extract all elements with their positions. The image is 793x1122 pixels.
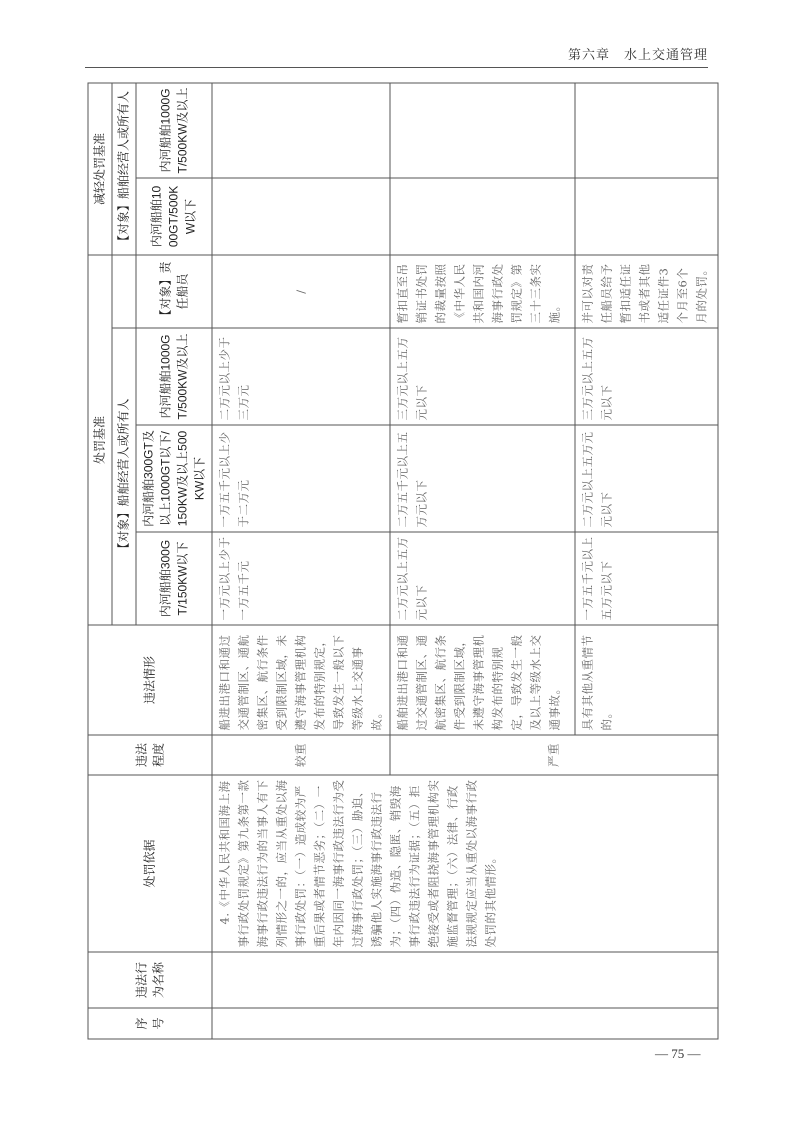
reduced-1000gt-below: [390, 177, 575, 254]
chapter-label: 第六章: [567, 48, 610, 63]
header-1000gt-above: 内河船舶1000GT/500KW及以上: [136, 328, 212, 425]
header-circumstance: 违法情形: [88, 625, 212, 735]
header-300-1000gt: 内河船舶300GT及以上1000GT以下/150KW及以上500KW以下: [136, 425, 212, 532]
reduced-1000gt-below: [212, 177, 390, 254]
rotated-table-container: [87, 83, 708, 1039]
penalty-standard-table: [87, 82, 718, 1039]
penalty-300-1000gt: 二万元以上五万元元以下: [575, 425, 718, 532]
header-violation-name: 违法行为名称: [88, 952, 212, 1008]
header-basis: 处罚依据: [88, 775, 212, 952]
basis-cell: 4.《中华人民共和国海上海事行政处罚规定》第九条第一款 海事行政违法行为的当事人有下列情形之一的，应当从重处以海事行政处罚：（一）造成较为严重后果或者情节恶劣；（二）一年内因同一海事行政违法行为受过海事行政处罚；（三）胁迫、诱骗他人实施海事行政违法行为；（四）伪造、隐匿、销毁海事行政违法行为证据；（五）拒绝接受或者阻挠海事管理机构实施监督管理；（六）法律、行政法规规定应当从重处以海事行政处罚的其他情形。: [212, 775, 718, 952]
degree-cell: 严重: [390, 735, 718, 775]
penalty-300-1000gt: 一万五千元以上少于二万元: [212, 425, 390, 532]
table-row: [212, 82, 390, 1038]
penalty-crew: 暂扣直至吊销证书处罚的裁量按照《中华人民共和国内河海事行政处罚规定》第三十三条实施。: [390, 254, 575, 327]
header-target-operator: 【对象】船舶经营人或所有人: [112, 328, 136, 625]
circumstance-cell: 具有其他从重情节的。: [575, 625, 718, 735]
penalty-1000gt-above: 三万元以上五万元以下: [575, 328, 718, 425]
running-head: [568, 44, 708, 63]
reduced-1000gt-above: [575, 82, 718, 177]
reduced-1000gt-above: [390, 82, 575, 177]
header-reduced-standard: 减轻处罚基准: [88, 82, 112, 254]
header-rule: [85, 67, 708, 68]
penalty-1000gt-above: 三万元以上五万元以下: [390, 328, 575, 425]
header-empty: [112, 254, 136, 327]
penalty-crew: 并可以对责任船员给予暂扣适任证书或者其他适任证件3个月至6个月的处罚。: [575, 254, 718, 327]
penalty-300-1000gt: 二万五千元以上五万元以下: [390, 425, 575, 532]
header-penalty-standard: 处罚基准: [88, 254, 112, 624]
header-reduced-target-operator: 【对象】船舶经营人或所有人: [112, 82, 136, 254]
penalty-crew: /: [212, 254, 390, 327]
page-number: — 75 —: [655, 1046, 701, 1061]
header-target-crew: 【对象】责任船员: [136, 254, 212, 327]
reduced-1000gt-below: [575, 177, 718, 254]
header-seq: 序号: [88, 1008, 212, 1039]
header-degree: 违法程度: [88, 735, 212, 775]
penalty-300gt-below: 一万五千元以上五万元以下: [575, 532, 718, 625]
chapter-title: 水上交通管理: [623, 48, 708, 63]
header-reduced-1000gt-above: 内河船舶1000GT/500KW及以上: [136, 82, 212, 177]
degree-cell: 较重: [212, 735, 390, 775]
reduced-1000gt-above: [212, 82, 390, 177]
penalty-300gt-below: 一万元以上少于一万五千元: [212, 532, 390, 625]
violation-name-cell: [212, 952, 718, 1008]
penalty-300gt-below: 二万元以上五万元以下: [390, 532, 575, 625]
seq-cell: [212, 1008, 718, 1039]
circumstance-cell: 船舶进出港口和通过交通管制区、通航密集区、航行条件受到限制区域，未遵守海事管理机构发布的特别规定，导致发生一般及以上等级水上交通事故。: [390, 625, 575, 735]
circumstance-cell: 船进出港口和通过交通管制区、通航密集区、航行条件受到限制区域，未遵守海事管理机构发布的特别规定，导致发生一般以下等级水上交通事故。: [212, 625, 390, 735]
header-300gt-below: 内河船舶300GT/150KW以下: [136, 532, 212, 625]
header-reduced-1000gt-below: 内河船舶1000GT/500KW以下: [136, 177, 212, 254]
penalty-1000gt-above: 二万元以上少于三万元: [212, 328, 390, 425]
